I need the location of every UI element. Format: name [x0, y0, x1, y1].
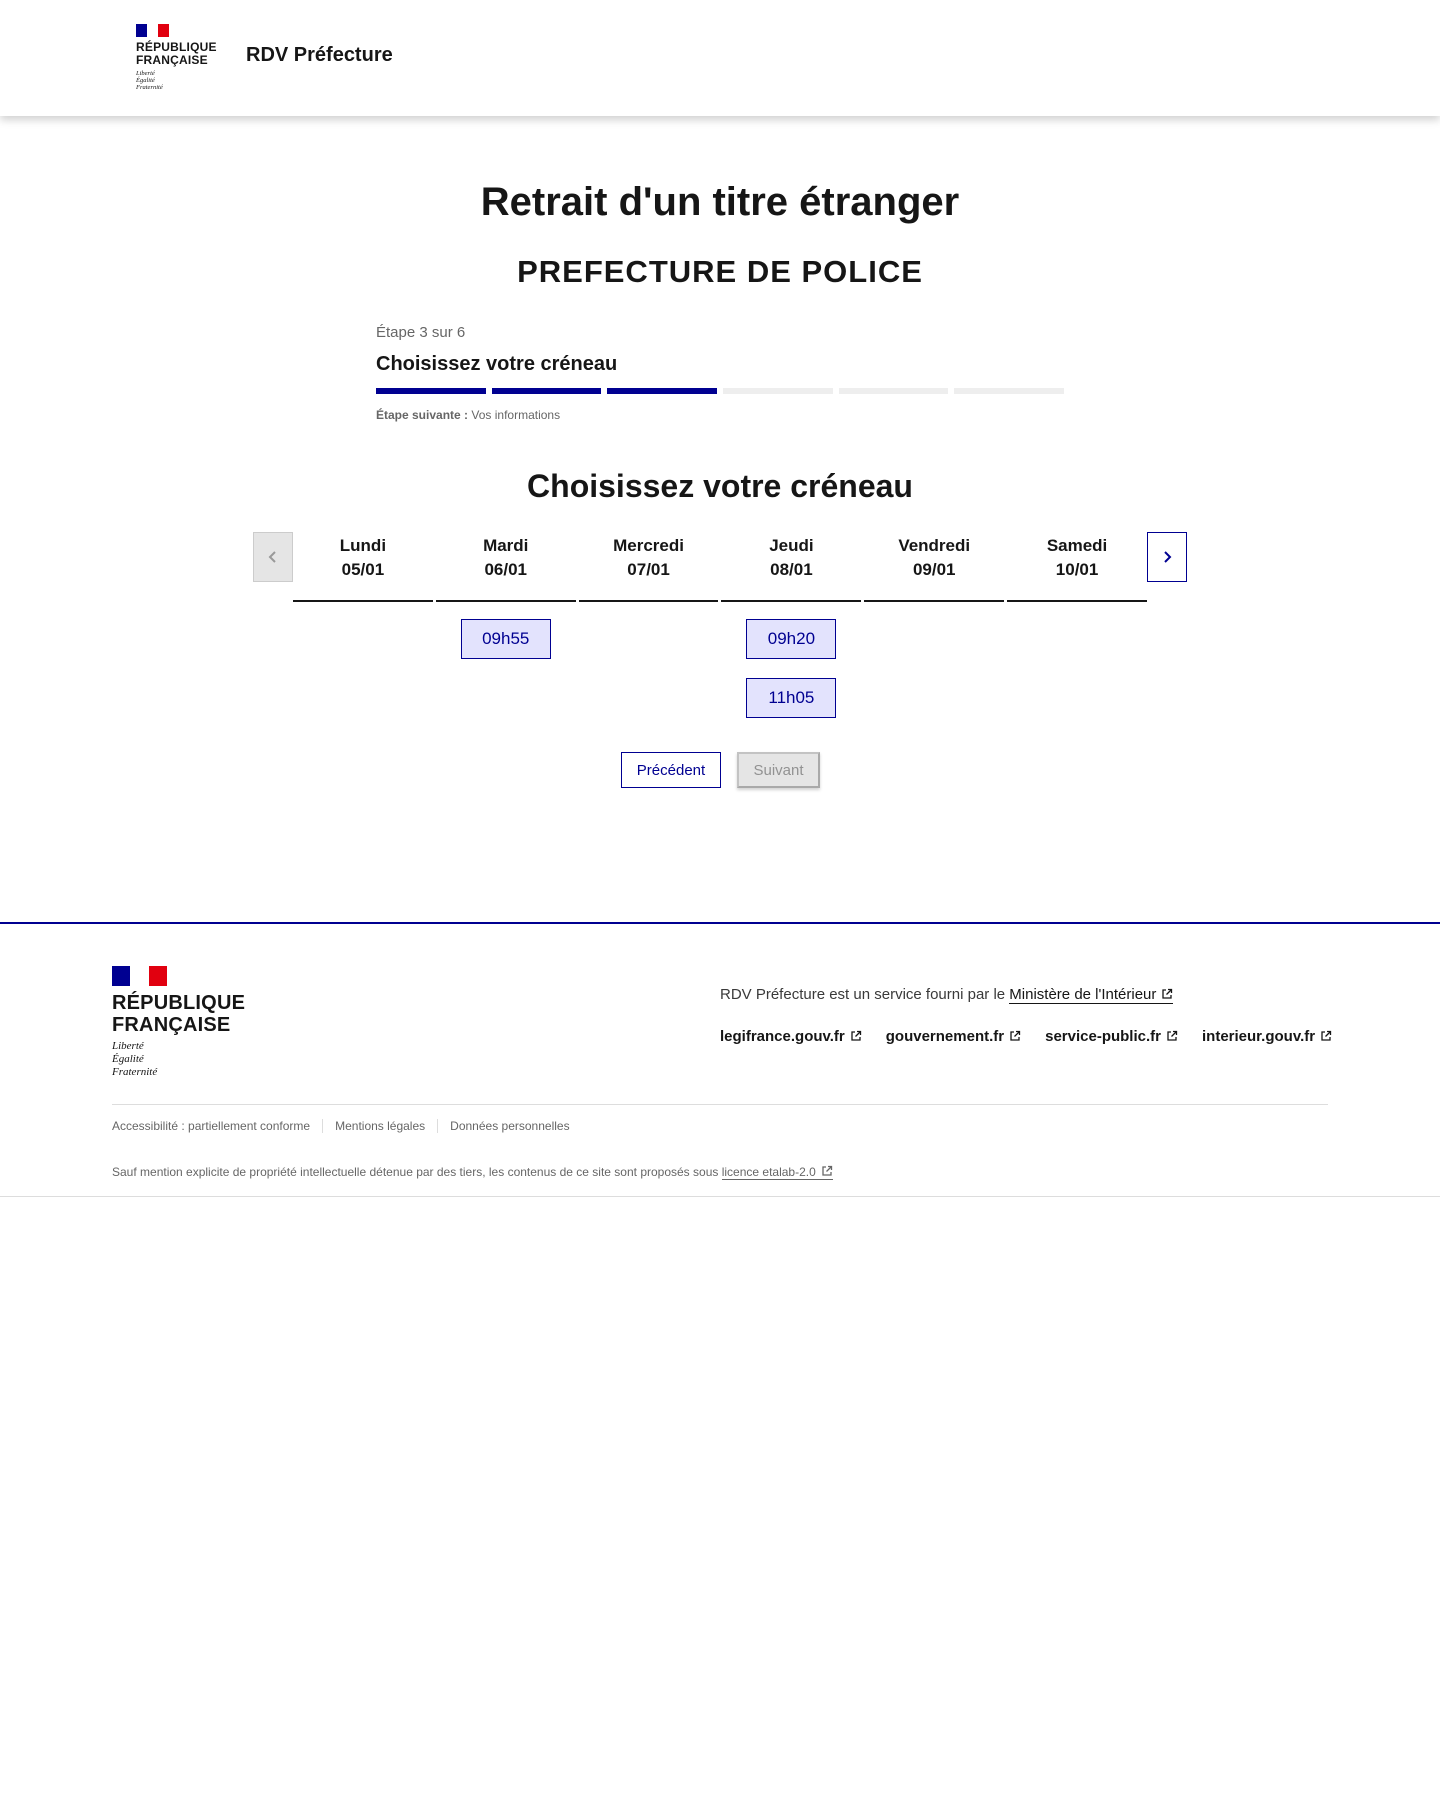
step-progress-bar [376, 388, 1064, 394]
previous-button[interactable]: Précédent [621, 752, 721, 788]
step-title: Choisissez votre créneau [376, 353, 618, 375]
time-slot-button[interactable]: 09h20 [746, 619, 836, 659]
external-link-icon [1166, 1030, 1178, 1042]
page-title: Retrait d'un titre étranger [480, 180, 960, 224]
day-name: Lundi [339, 536, 387, 555]
footer-logo-text [112, 992, 245, 1036]
slot-heading: Choisissez votre créneau [527, 468, 913, 504]
day-date: 09/01 [912, 560, 956, 579]
footer-link[interactable] [1202, 1028, 1332, 1045]
day-name: Mardi [483, 536, 529, 555]
day-columns [293, 532, 1147, 718]
day-header [293, 532, 433, 602]
site-title[interactable]: RDV Préfecture [246, 44, 393, 66]
french-flag-icon [112, 966, 167, 986]
footer-link-label: gouvernement.fr [885, 1028, 1005, 1045]
footer-logo-line-2: FRANÇAISE [112, 1014, 231, 1036]
day-header [579, 532, 719, 602]
day-column [579, 532, 719, 718]
step-segment [954, 388, 1064, 394]
logo-line-1: RÉPUBLIQUE [136, 40, 217, 54]
day-name: Jeudi [769, 536, 814, 555]
day-header [1007, 532, 1147, 602]
chevron-left-icon [266, 550, 280, 564]
next-button[interactable]: Suivant [737, 752, 820, 788]
day-header [864, 532, 1004, 602]
external-link-icon [1161, 988, 1173, 1000]
footer-motto-2: Égalité [112, 1053, 144, 1065]
footer-bottom-link[interactable]: Accessibilité : partiellement conforme [112, 1119, 311, 1133]
motto [136, 70, 216, 91]
day-date: 10/01 [1055, 560, 1099, 579]
day-date: 05/01 [341, 560, 385, 579]
day-date: 06/01 [484, 560, 528, 579]
footer-links [720, 1028, 1332, 1045]
footer-description-text: RDV Préfecture est un service fourni par le [720, 986, 1006, 1003]
day-column [293, 532, 433, 718]
step-segment [839, 388, 949, 394]
day-date: 07/01 [627, 560, 670, 579]
footer-bottom-link[interactable]: Données personnelles [437, 1119, 581, 1133]
ministere-link-label: Ministère de l'Intérieur [1009, 986, 1157, 1003]
ministere-link[interactable] [1009, 986, 1173, 1004]
external-link-icon [1009, 1030, 1021, 1042]
chevron-right-icon [1160, 550, 1174, 564]
footer-logo-line-1: RÉPUBLIQUE [112, 992, 246, 1014]
site-header [0, 0, 1440, 116]
day-header [721, 532, 861, 602]
footer-link-label: interieur.gouv.fr [1202, 1028, 1316, 1045]
next-step-value: Vos informations [471, 408, 561, 422]
logo-line-2: FRANÇAISE [136, 53, 208, 67]
day-name: Mercredi [613, 536, 684, 555]
footer-link-label: legifrance.gouv.fr [720, 1028, 845, 1045]
page-subtitle: PREFECTURE DE POLICE [517, 254, 923, 289]
day-date: 08/01 [770, 560, 813, 579]
external-link-icon [1320, 1030, 1332, 1042]
footer-bottom-links [112, 1119, 582, 1133]
step-count: Étape 3 sur 6 [376, 324, 466, 341]
license-link-label: licence etalab-2.0 [721, 1165, 816, 1179]
site-footer [0, 922, 1440, 1197]
footer-divider [112, 1104, 1328, 1105]
motto-2: Égalité [136, 77, 155, 84]
day-header [436, 532, 576, 602]
footer-link[interactable] [720, 1028, 862, 1045]
motto-3: Fraternité [136, 84, 163, 91]
footer-link[interactable] [1045, 1028, 1178, 1045]
next-week-button[interactable] [1147, 532, 1187, 582]
motto-1: Liberté [136, 70, 155, 77]
time-slot-button[interactable]: 11h05 [746, 678, 836, 718]
day-column [721, 532, 861, 718]
step-segment [723, 388, 833, 394]
footer-link[interactable] [886, 1028, 1021, 1045]
license-text: Sauf mention explicite de propriété intellectuelle détenue par des tiers, les contenus de ce site sont proposés sous [112, 1165, 719, 1179]
day-column [436, 532, 576, 718]
external-link-icon [850, 1030, 862, 1042]
day-column [1007, 532, 1147, 718]
footer-link-label: service-public.fr [1045, 1028, 1161, 1045]
step-segment [376, 388, 486, 394]
footer-motto [112, 1040, 245, 1079]
external-link-icon [821, 1165, 833, 1177]
stepper [376, 324, 1064, 422]
next-step-label: Étape suivante : [376, 408, 469, 422]
time-slot-button[interactable]: 09h55 [461, 619, 551, 659]
step-segment [492, 388, 602, 394]
step-segment [607, 388, 717, 394]
day-name: Vendredi [898, 536, 971, 555]
french-flag-icon [136, 24, 169, 37]
footer-motto-1: Liberté [112, 1040, 144, 1052]
license-link[interactable] [722, 1165, 833, 1180]
footer-bottom-link[interactable]: Mentions légales [322, 1119, 437, 1133]
next-step [376, 408, 1064, 422]
footer-license [112, 1165, 833, 1179]
previous-week-button[interactable] [253, 532, 293, 582]
footer-logo[interactable] [112, 966, 245, 1079]
footer-description [720, 986, 1173, 1003]
day-name: Samedi [1046, 536, 1108, 555]
day-column [864, 532, 1004, 718]
footer-motto-3: Fraternité [112, 1066, 158, 1078]
republique-logo[interactable] [136, 24, 216, 91]
logo-text [136, 41, 216, 67]
